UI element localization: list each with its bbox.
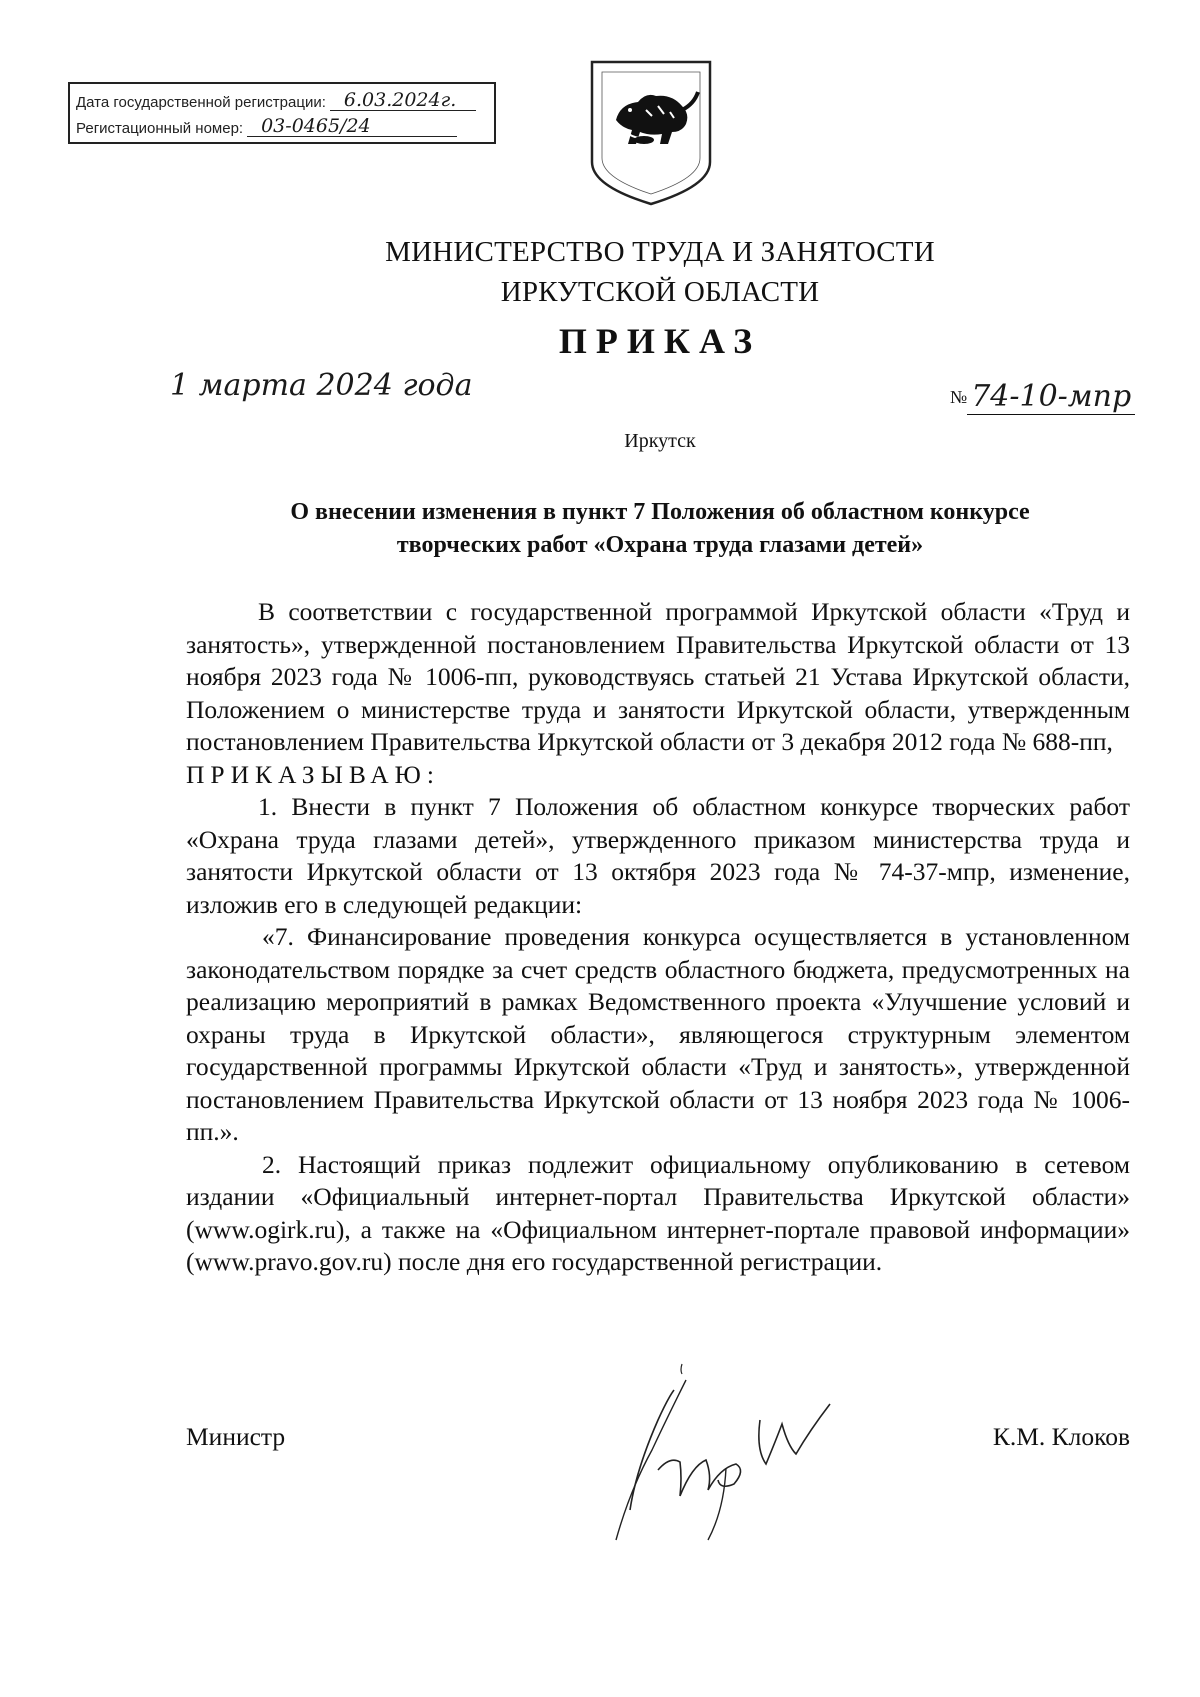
registration-stamp [68, 82, 496, 144]
registration-number-row [76, 115, 457, 137]
document-body [186, 596, 1130, 1279]
command-word: ПРИКАЗЫВАЮ: [186, 759, 440, 789]
signer-name: К.М. Клоков [992, 1422, 1130, 1451]
city: Иркутск [624, 430, 696, 452]
document-title [180, 496, 1140, 562]
item-1-paragraph: 1. Внести в пункт 7 Положения об областном конкурсе творческих работ «Охрана труда глазами детей», утвержденного приказом министерства труда и занятости Иркутской области от 13 октября 2023 года № 74-37-мпр, изменение, изложив его в следующей редакции: [186, 792, 1130, 919]
coat-of-arms-icon [586, 58, 716, 208]
item-1-quote-paragraph: «7. Финансирование проведения конкурса осуществляется в установленном законодательством порядке за счет средств областного бюджета, предусмотренных на реализацию мероприятий в рамках Ведомственного проекта «Улучшение условий и охраны труда в Иркутской области», являющегося структурным элементом государственной программы Иркутской области «Труд и занятость», утвержденной постановлением Правительства Иркутской области от 13 ноября 2023 года № 1006-пп.». [186, 922, 1130, 1146]
handwritten-date: 1 марта 2024 года [170, 368, 473, 403]
registration-number-label: Регистационный номер: [76, 120, 244, 137]
order-number [950, 376, 1135, 414]
handwritten-signature-icon [596, 1360, 846, 1550]
title-line1: О внесении изменения в пункт 7 Положения об областном конкурсе [290, 499, 1030, 525]
registration-date-value: 6.03.2024г. [343, 89, 457, 111]
signer-position: Министр [186, 1422, 286, 1451]
item-2-paragraph: 2. Настоящий приказ подлежит официальному опубликованию в сетевом издании «Официальный интернет-портал Правительства Иркутской области» (www.ogirk.ru), а также на «Официальном интернет-портале правовой информации» (www.pravo.gov.ru) после дня его государственной регистрации. [186, 1149, 1130, 1276]
registration-date-label: Дата государственной регистрации: [76, 94, 326, 111]
number-prefix: № [950, 387, 968, 407]
registration-number-value: 03-0465/24 [261, 115, 371, 137]
handwritten-number: 74-10-мпр [967, 379, 1135, 415]
title-line2: творческих работ «Охрана труда глазами детей» [396, 532, 924, 558]
ministry-name-line2: ИРКУТСКОЙ ОБЛАСТИ [500, 276, 820, 308]
registration-date-row [76, 89, 476, 111]
ministry-name-line1: МИНИСТЕРСТВО ТРУДА И ЗАНЯТОСТИ [385, 236, 935, 268]
document-type: ПРИКАЗ [558, 321, 762, 361]
preamble-paragraph: В соответствии с государственной программой Иркутской области «Труд и занятость», утвержденной постановлением Правительства Иркутской области от 13 ноября 2023 года № 1006-пп, руководствуясь статьей 21 Устава Иркутской области, Положением о министерстве труда и занятости Иркутской области, утвержденным постановлением Правительства Иркутской области от 3 декабря 2012 года № 688-пп, [186, 597, 1130, 756]
